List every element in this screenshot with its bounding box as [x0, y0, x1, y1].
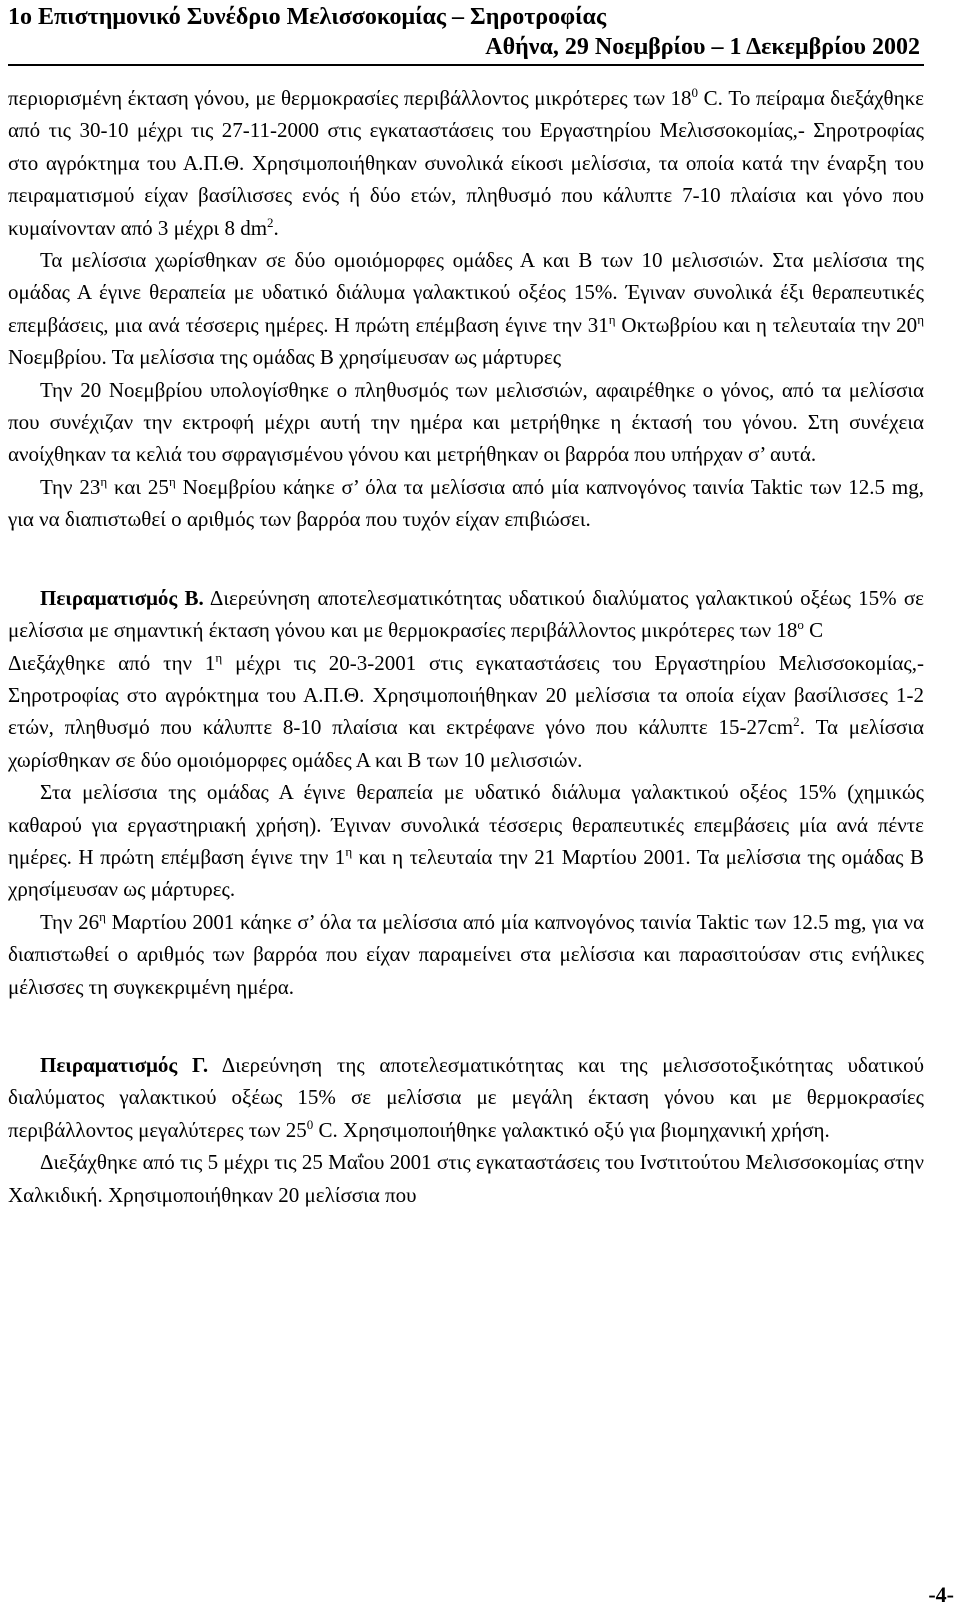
document-body — [8, 82, 924, 1211]
experiment-b-heading-paragraph: Πειραματισμός Β. Διερεύνηση αποτελεσματικότητας υδατικού διαλύματος γαλακτικού οξέως 15% σε μελίσσια με σημαντική έκταση γόνου και με θερμοκρασίες περιβάλλοντος μικρότερες των $18^o$ C — [8, 585, 924, 643]
paragraph-4: Την $23^\eta$ και $25^\eta$ Νοεμβρίου κάηκε σ’ όλα τα μελίσσια από μία καπνογόνος ταινία Taktic των 12.5 mg, για να διαπιστωθεί ο αριθμός των βαρρόα που τυχόν είχαν επιβιώσει. — [8, 473, 924, 532]
experiment-c-heading: Πειραματισμός Γ. — [40, 1052, 209, 1077]
paragraph-8: Την $26^\eta$ Μαρτίου 2001 κάηκε σ’ όλα τα μελίσσια από μία καπνογόνος ταινία Taktic των 12.5 mg, για να διαπιστωθεί ο αριθμός των βαρρόα που είχαν παραμείνει στα μελίσσια και παρασιτούσαν στις ενήλικες μέλισσες τη συγκεκριμένη ημέρα. — [8, 908, 925, 999]
page-header — [8, 4, 920, 62]
page-number: -4- — [928, 1582, 954, 1607]
section-spacer — [8, 1003, 924, 1049]
paragraph-1: περιορισμένη έκταση γόνου, με θερμοκρασίες περιβάλλοντος μικρότερες των $18^0$ C. Το πείραμα διεξάχθηκε από τις 30-10 μέχρι τις 27-11-2000 στις εγκαταστάσεις του Εργαστηρίου Μελισσοκομίας,- Σηροτροφίας στο αγρόκτημα του Α.Π.Θ. Χρησιμοποιήθηκαν συνολικά είκοσι μελίσσια, τα οποία κατά την έναρξη του πειραματισμού είχαν βασίλισσες ενός ή δύο ετών, πληθυσμό που κάλυπτε 7-10 πλαίσια και γόνο που κυμαίνονταν από 3 μέχρι 8 $dm^2$. — [8, 85, 924, 240]
paragraph-10: Διεξάχθηκε από τις 5 μέχρι τις 25 Μαΐου 2001 στις εγκαταστάσεις του Ινστιτούτου Μελισσοκομίας στην Χαλκιδική. Χρησιμοποιήθηκαν 20 μελίσσια που — [8, 1150, 924, 1207]
conference-title: 1ο Επιστημονικό Συνέδριο Μελισσοκομίας – Σηροτροφίας — [8, 4, 607, 30]
paragraph-7: Στα μελίσσια της ομάδας Α έγινε θεραπεία με υδατικό διάλυμα γαλακτικού οξέος 15% (χημικώς καθαρού για εργαστηριακή χρήση). Έγιναν συνολικά τέσσερις θεραπευτικές επεμβάσεις μία ανά πέντε ημέρες. Η πρώτη επέμβαση έγινε την $1^\eta$ και η τελευταία την 21 Μαρτίου 2001. Τα μελίσσια της ομάδας Β χρησίμευσαν ως μάρτυρες. — [8, 780, 924, 902]
paragraph-3: Την 20 Νοεμβρίου υπολογίσθηκε ο πληθυσμός των μελισσιών, αφαιρέθηκε ο γόνος, από τα μελίσσια που συνέχιζαν την εκτροφή μέχρι αυτή την ημέρα και μετρήθηκε η έκτασή του γόνου. Στη συνέχεια ανοίχθηκαν τα κελιά του σφραγισμένου γόνου και μετρήθηκαν οι βαρρόα που υπήρχαν σ’ αυτά. — [8, 377, 924, 467]
experiment-b-heading: Πειραματισμός Β. — [40, 585, 204, 610]
conference-location-dates: Αθήνα, 29 Νοεμβρίου – 1 Δεκεμβρίου 2002 — [485, 34, 920, 60]
experiment-c-heading-paragraph: Πειραματισμός Γ. Διερεύνηση της αποτελεσματικότητας και της μελισσοτοξικότητας υδατικού διαλύματος γαλακτικού οξέως 15% σε μελίσσια με μεγάλη έκταση γόνου και με θερμοκρασίες περιβάλλοντος μεγαλύτερες των $25^0$ C. Χρησιμοποιήθηκε γαλακτικό οξύ για βιομηχανική χρήση. — [8, 1052, 924, 1142]
header-rule — [8, 64, 924, 66]
paragraph-6: Διεξάχθηκε από την $1^\eta$ μέχρι τις 20-3-2001 στις εγκαταστάσεις του Εργαστηρίου Μελισσοκομίας,- Σηροτροφίας στο αγρόκτημα του Α.Π.Θ. Χρησιμοποιήθηκαν 20 μελίσσια τα οποία είχαν βασίλισσες 1-2 ετών, πληθυσμό που κάλυπτε 8-10 πλαίσια και εκτρέφανε γόνο που κάλυπτε $15-27cm^2$. Τα μελίσσια χωρίσθηκαν σε δύο ομοιόμορφες ομάδες Α και Β των 10 μελισσιών. — [8, 649, 925, 772]
section-spacer — [8, 536, 924, 582]
paragraph-2: Τα μελίσσια χωρίσθηκαν σε δύο ομοιόμορφες ομάδες Α και Β των 10 μελισσιών. Στα μελίσσια της ομάδας Α έγινε θεραπεία με υδατικό διάλυμα γαλακτικού οξέος 15%. Έγιναν συνολικά έξι θεραπευτικές επεμβάσεις, μια ανά τέσσερις ημέρες. Η πρώτη επέμβαση έγινε την $31^\eta$ Οκτωβρίου και η τελευταία την $20^\eta$ Νοεμβρίου. Τα μελίσσια της ομάδας Β χρησίμευσαν ως μάρτυρες — [8, 248, 924, 370]
